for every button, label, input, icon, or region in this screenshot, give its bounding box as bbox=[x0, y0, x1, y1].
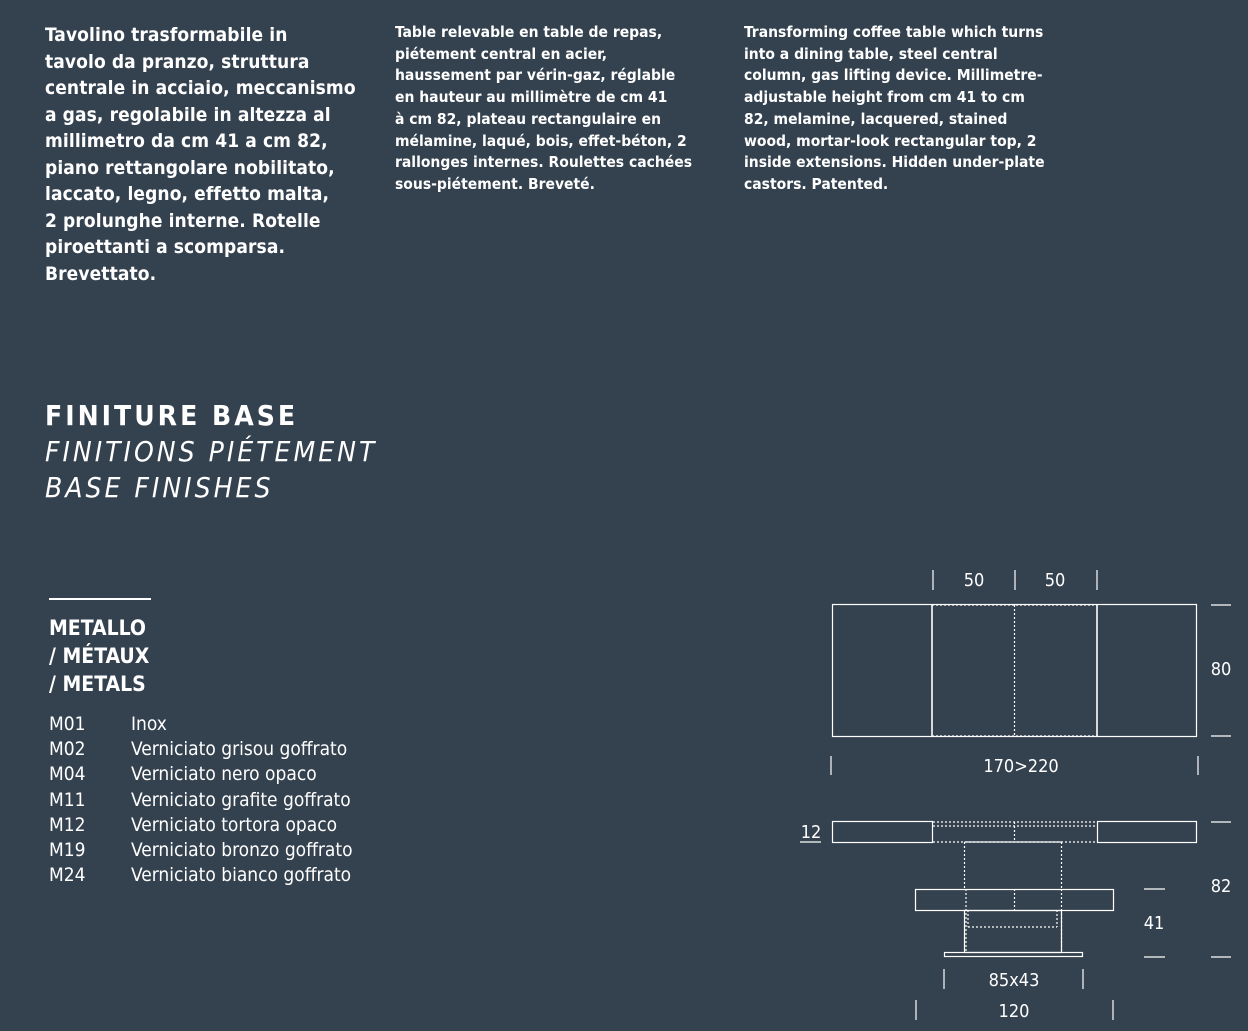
top-view bbox=[831, 570, 1231, 775]
finish-code: M04 bbox=[49, 763, 86, 786]
base-plate bbox=[945, 953, 1083, 957]
dim-label-base-size: 85x43 bbox=[988, 970, 1040, 991]
finish-name: Verniciato bianco goffrato bbox=[131, 864, 352, 887]
description-italian: Tavolino trasformabile in tavolo da pranzo, struttura centrale in acciaio, meccanismo a gas, regolabile in altezza al millimetro da cm 41 a cm 82, piano rettangolare nobilitato, laccato, legno, effetto malta, 2 prolunghe interne. Rotelle piroettanti a scomparsa. Brevettato. bbox=[45, 24, 356, 285]
dim-label-min-height: 41 bbox=[1143, 913, 1165, 934]
raised-top-right bbox=[1098, 822, 1197, 843]
dim-label-top-thickness: 12 bbox=[800, 822, 822, 843]
dim-label-closed-length: 120 bbox=[998, 1001, 1030, 1022]
finish-code: M19 bbox=[49, 839, 86, 862]
group-title-metals: METALLO / MÉTAUX / METALS bbox=[49, 616, 150, 696]
heading-french: FINITIONS PIÉTEMENT bbox=[45, 435, 378, 468]
extension-outline-dashed bbox=[932, 605, 1097, 736]
raised-top-left bbox=[833, 822, 933, 843]
description-english: Transforming coffee table which turns into a dining table, steel central column, gas lifting device. Millimetre- adjustable height from cm 41 to cm 82, melamine, lacquered, stained wood, mortar-look rectangular top, 2 inside extensions. Hidden under-plate castors. Patented. bbox=[744, 23, 1045, 193]
dim-label-extension-2: 50 bbox=[1044, 570, 1066, 591]
dim-label-extension-1: 50 bbox=[963, 570, 985, 591]
heading-italian: FINITURE BASE bbox=[45, 399, 299, 432]
finish-name: Inox bbox=[131, 713, 167, 735]
description-french: Table relevable en table de repas, piétement central en acier, haussement par vérin-gaz, réglable en hauteur au millimètre de cm 41 à cm 82, plateau rectangulaire en mélamine, laqué, bois, effet-béton, 2 rallonges internes. Roulettes cachées sous-piétement. Breveté. bbox=[395, 23, 693, 193]
finish-name: Verniciato nero opaco bbox=[131, 763, 317, 786]
finish-code: M24 bbox=[49, 864, 86, 887]
finish-name: Verniciato grisou goffrato bbox=[131, 738, 348, 761]
finish-code: M01 bbox=[49, 713, 86, 735]
dim-label-length: 170>220 bbox=[983, 756, 1059, 777]
finish-code: M11 bbox=[49, 788, 86, 811]
heading-english: BASE FINISHES bbox=[45, 471, 274, 504]
dim-label-depth: 80 bbox=[1210, 659, 1232, 680]
finish-name: Verniciato tortora opaco bbox=[131, 813, 338, 836]
finish-name: Verniciato bronzo goffrato bbox=[131, 839, 353, 862]
finish-name: Verniciato grafite goffrato bbox=[131, 788, 351, 811]
dim-label-max-height: 82 bbox=[1210, 876, 1232, 897]
central-column bbox=[965, 911, 1062, 953]
finish-code: M02 bbox=[49, 738, 86, 761]
finish-code: M12 bbox=[49, 813, 86, 836]
lowered-top bbox=[916, 890, 1114, 911]
